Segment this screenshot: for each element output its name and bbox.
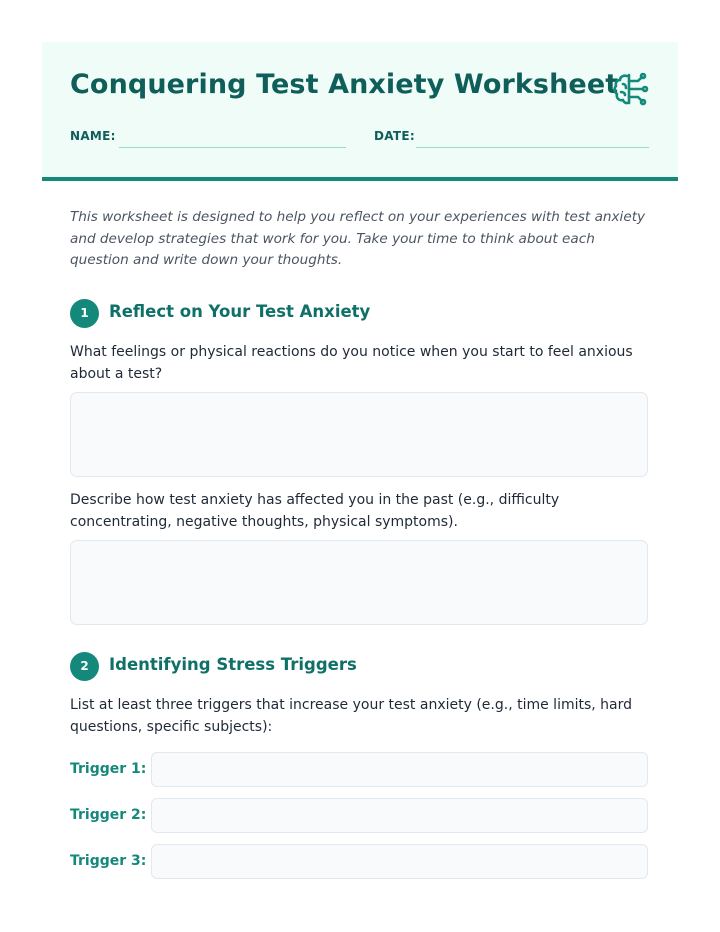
trigger-label: Trigger 3:	[70, 853, 147, 869]
intro-text: This worksheet is designed to help you reflect on your experiences with test anxiety and develop strategies that work for you. Take your time to think about each question and write down your thoughts.	[70, 209, 646, 268]
trigger-label: Trigger 2:	[70, 807, 147, 823]
name-label: NAME:	[70, 129, 116, 143]
page-title: Conquering Test Anxiety Worksheet	[70, 69, 619, 100]
answer-box[interactable]	[70, 392, 648, 477]
trigger-prompt: List at least three triggers that increase your test anxiety (e.g., time limits, hard questions, specific subjects):	[70, 697, 633, 735]
question-text: What feelings or physical reactions do you notice when you start to feel anxious about a test?	[70, 344, 633, 382]
worksheet-header	[42, 42, 678, 181]
trigger-label: Trigger 1:	[70, 761, 147, 777]
trigger-input[interactable]	[151, 798, 648, 833]
section-title: Reflect on Your Test Anxiety	[109, 302, 371, 321]
trigger-input[interactable]	[151, 752, 648, 787]
trigger-input[interactable]	[151, 844, 648, 879]
section-title: Identifying Stress Triggers	[109, 655, 357, 674]
brain-icon	[612, 70, 650, 108]
answer-box[interactable]	[70, 540, 648, 625]
section-number-badge: 1	[70, 299, 99, 328]
name-field[interactable]	[119, 147, 346, 148]
question-text: Describe how test anxiety has affected you in the past (e.g., difficulty concentrating, negative thoughts, physical symptoms).	[70, 492, 560, 530]
date-field[interactable]	[416, 147, 649, 148]
date-label: DATE:	[374, 129, 415, 143]
section-number-badge: 2	[70, 652, 99, 681]
